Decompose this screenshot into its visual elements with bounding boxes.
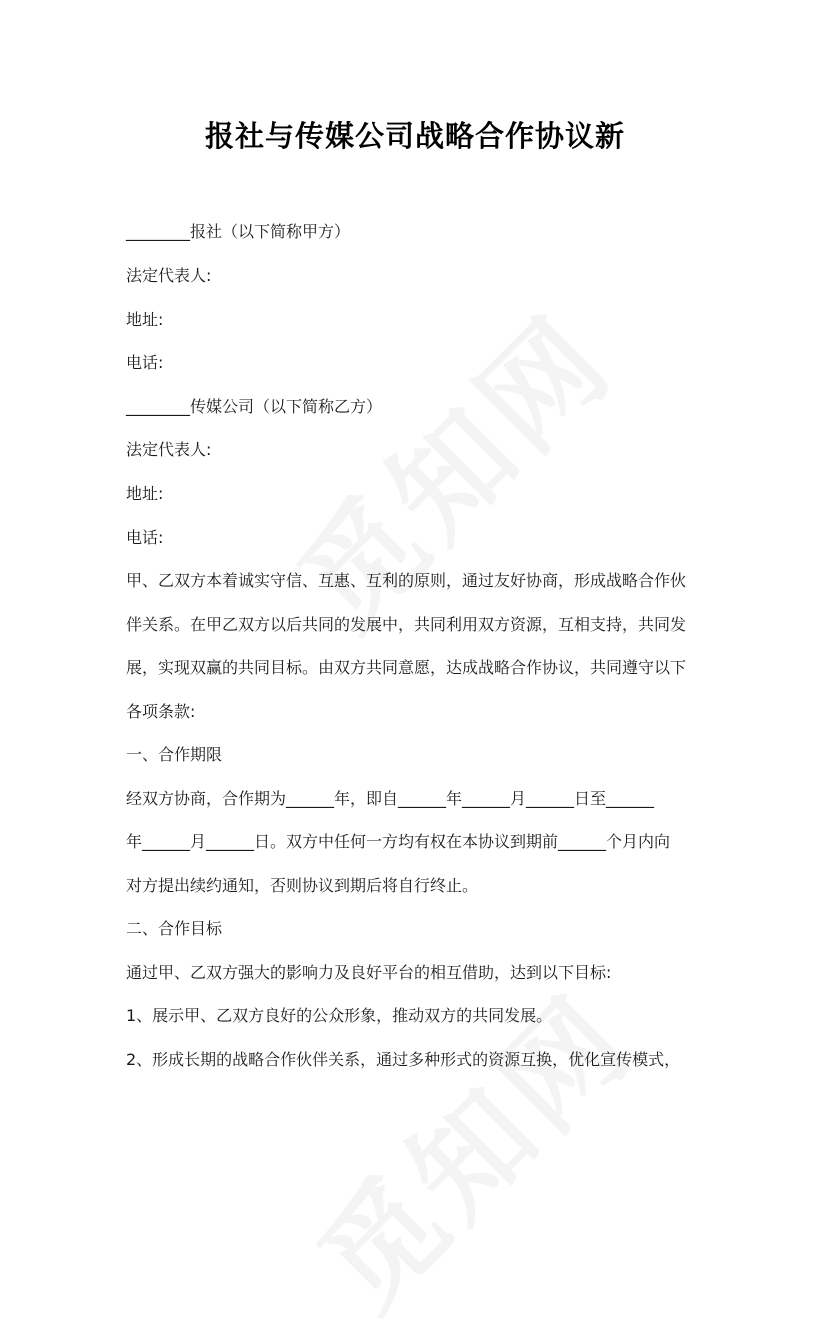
list-item: 2、形成长期的战略合作伙伴关系，通过多种形式的资源互换，优化宣传模式， xyxy=(126,1050,681,1069)
paragraph-line: 甲、乙双方本着诚实守信、互惠、互利的原则，通过友好协商，形成战略合作伙 xyxy=(126,571,687,590)
document-title: 报社与传媒公司战略合作协议新 xyxy=(204,119,625,153)
paragraph-line: 对方提出续约通知，否则协议到期后将自行终止。 xyxy=(126,876,479,895)
party-a-phone: 电话: xyxy=(126,353,164,372)
paragraph-line: 展，实现双赢的共同目标。由双方共同意愿，达成战略合作协议，共同遵守以下 xyxy=(126,658,687,677)
section-heading: 二、合作目标 xyxy=(126,919,223,938)
paragraph-line: 通过甲、乙双方强大的影响力及良好平台的相互借助，达到以下目标: xyxy=(126,963,612,982)
party-a-address: 地址: xyxy=(126,310,164,329)
paragraph-line: 伴关系。在甲乙双方以后共同的发展中，共同利用双方资源，互相支持，共同发 xyxy=(126,615,687,634)
list-item: 1、展示甲、乙双方良好的公众形象，推动双方的共同发展。 xyxy=(126,1006,553,1025)
party-b-representative: 法定代表人: xyxy=(126,440,212,459)
party-b-name: ________传媒公司（以下简称乙方） xyxy=(126,397,383,416)
party-a-name: ________报社（以下简称甲方） xyxy=(126,222,351,241)
paragraph-line: 年______月______日。双方中任何一方均有权在本协议到期前______个月内向 xyxy=(126,832,671,851)
party-a-representative: 法定代表人: xyxy=(126,266,212,285)
paragraph-line: 经双方协商，合作期为______年，即自______年______月______日至______ xyxy=(126,789,655,808)
party-b-phone: 电话: xyxy=(126,528,164,547)
party-b-address: 地址: xyxy=(126,484,164,503)
paragraph-line: 各项条款: xyxy=(126,702,196,721)
section-heading: 一、合作期限 xyxy=(126,745,223,764)
